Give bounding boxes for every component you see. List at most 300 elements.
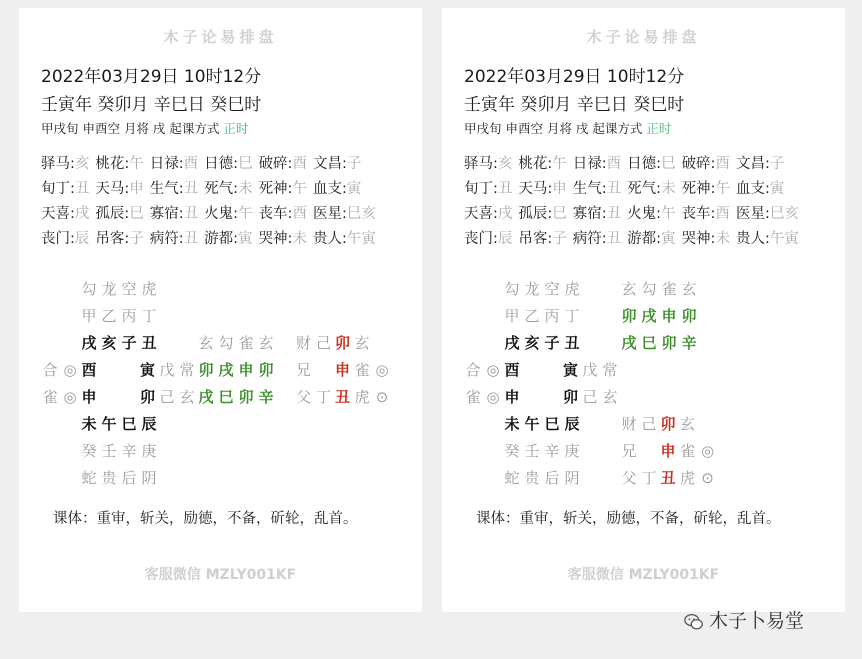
shensha-value: 巳 [238, 156, 253, 172]
chart-cell [502, 305, 582, 326]
chart-char: 兄 [295, 361, 311, 379]
chart-char: 戊 [159, 361, 175, 379]
shensha-row [464, 152, 790, 173]
chart-char: 子 [121, 334, 137, 352]
chart-char: 虎 [354, 388, 370, 406]
shensha-item [41, 152, 89, 173]
chart-char: 卯 [334, 334, 350, 352]
chart-char: 申 [238, 361, 254, 379]
shensha-item [259, 177, 307, 198]
shensha-item [204, 177, 252, 198]
shensha-item [573, 152, 621, 173]
method-mode: 正时 [646, 121, 672, 136]
chart-char: 后 [544, 469, 560, 487]
chart-char: 雀 [354, 361, 370, 379]
chart-cell [678, 413, 698, 434]
chart-char: ◎ [375, 361, 389, 379]
shensha-item [313, 177, 361, 198]
shensha-row [41, 152, 367, 173]
chart-cell [352, 332, 372, 353]
shensha-item [313, 227, 376, 248]
chart-char: 壬 [101, 442, 117, 460]
chart-cell [502, 413, 582, 434]
chart-cell [138, 359, 158, 380]
shensha-value: 午 [661, 206, 676, 222]
chart-char: 空 [121, 280, 137, 298]
chart-char: 戊 [582, 361, 598, 379]
shensha-item [518, 227, 566, 248]
chart-cell [333, 386, 353, 407]
chart-cell [619, 305, 699, 326]
shensha-key: 天喜: [464, 206, 498, 222]
shensha-key: 病符: [149, 231, 184, 247]
shensha-item [41, 202, 89, 223]
shensha-value: 午 [129, 156, 144, 172]
chart-char: 父 [621, 469, 637, 487]
shensha-key: 旬丁: [464, 181, 498, 197]
shensha-key: 日禄: [149, 156, 184, 172]
shensha-item [259, 227, 307, 248]
shensha-item [573, 202, 621, 223]
chart-cell [619, 413, 659, 434]
shensha-key: 血支: [312, 181, 347, 197]
chart-char: 午 [524, 415, 540, 433]
chart-cell [79, 305, 159, 326]
shensha-row [464, 227, 805, 248]
chart-cell [157, 359, 197, 380]
chart-cell [352, 386, 392, 407]
shensha-value: 未 [715, 231, 730, 247]
shensha-key: 死神: [258, 181, 293, 197]
chart-cell [294, 386, 334, 407]
shensha-row [464, 202, 805, 223]
service-contact: 客服微信 MZLY001KF [144, 567, 297, 583]
chart-char: 雀 [661, 280, 677, 298]
shensha-value: 亥 [74, 156, 90, 172]
shensha-key: 医星: [312, 206, 347, 222]
ganzhi-line: 壬寅年 癸卯月 辛巳日 癸巳时 [464, 95, 685, 115]
chart-char: 癸 [504, 442, 520, 460]
shensha-value: 丑 [74, 181, 90, 197]
shensha-value: 丑 [606, 181, 622, 197]
shensha-key: 死神: [681, 181, 716, 197]
chart-char: 龙 [524, 280, 540, 298]
shensha-row [41, 177, 367, 198]
shensha-item [313, 202, 376, 223]
chart-char: 卯 [660, 415, 676, 433]
shensha-key: 生气: [149, 181, 184, 197]
shensha-value: 寅 [769, 181, 785, 197]
shensha-key: 文昌: [735, 156, 770, 172]
shensha-value: 辰 [497, 231, 513, 247]
shensha-value: 丑 [606, 206, 622, 222]
shensha-key: 生气: [572, 181, 607, 197]
shensha-key: 天喜: [41, 206, 75, 222]
chart-char: 虎 [564, 280, 580, 298]
chart-cell [502, 359, 522, 380]
chart-char: 雀 [238, 334, 254, 352]
chart-char: 勾 [81, 280, 97, 298]
chart-char: 常 [602, 361, 618, 379]
chart-char: 申 [661, 307, 677, 325]
chart-char: 戌 [81, 334, 97, 352]
shensha-key: 桃花: [95, 156, 130, 172]
chart-cell [463, 359, 503, 380]
shensha-item [464, 227, 512, 248]
shensha-value: 未 [661, 181, 676, 197]
watermark [683, 606, 804, 633]
shensha-item [518, 202, 566, 223]
chart-char: 雀 [42, 388, 58, 406]
shensha-value: 午 [292, 181, 307, 197]
shensha-key: 死气: [627, 181, 662, 197]
shensha-value: 酉 [292, 206, 307, 222]
chart-cell [79, 440, 159, 461]
chart-char: 雀 [679, 442, 695, 460]
shensha-item [95, 152, 143, 173]
shensha-item [464, 152, 512, 173]
chart-char: 玄 [258, 334, 274, 352]
chart-char: 玄 [354, 334, 370, 352]
chart-char: 巳 [218, 388, 234, 406]
shensha-key: 孤辰: [518, 206, 553, 222]
shensha-item [736, 202, 799, 223]
shensha-item [627, 152, 675, 173]
chart-char: 申 [81, 388, 97, 406]
chart-char: 卯 [621, 307, 637, 325]
chart-char: 壬 [524, 442, 540, 460]
shensha-key: 病符: [572, 231, 607, 247]
shensha-value: 午 [552, 156, 567, 172]
shensha-key: 丧车: [681, 206, 716, 222]
shensha-row [464, 177, 790, 198]
shensha-key: 游都: [627, 231, 662, 247]
shensha-item [736, 177, 784, 198]
chart-char: 丙 [121, 307, 137, 325]
chart-char: 雀 [465, 388, 481, 406]
chart-char: 戌 [641, 307, 657, 325]
chart-cell [502, 386, 522, 407]
chart-char: 申 [660, 442, 676, 460]
chart-char: 玄 [179, 388, 195, 406]
chart-cell [79, 278, 159, 299]
shensha-item [204, 202, 252, 223]
chart-char: 申 [504, 388, 520, 406]
brand-title: 木子论易排盘 [163, 28, 278, 46]
chart-char: 卯 [661, 334, 677, 352]
chart-char: 卯 [198, 361, 214, 379]
shensha-item [736, 152, 784, 173]
shensha-key: 破碎: [681, 156, 716, 172]
shensha-row [41, 227, 382, 248]
datetime: 2022年03月29日 10时12分 [464, 67, 685, 87]
shensha-key: 文昌: [312, 156, 347, 172]
shensha-item [95, 177, 143, 198]
shensha-value: 未 [292, 231, 307, 247]
chart-char: 乙 [524, 307, 540, 325]
shensha-item [518, 152, 566, 173]
chart-char: 龙 [101, 280, 117, 298]
chart-char: 玄 [679, 415, 695, 433]
chart-char: 酉 [81, 361, 97, 379]
shensha-value: 午 [238, 206, 253, 222]
chart-cell [79, 467, 159, 488]
chart-card-left [19, 8, 422, 612]
chart-cell [352, 359, 392, 380]
chart-char: 戌 [504, 334, 520, 352]
chart-char: 戌 [621, 334, 637, 352]
chart-cell [678, 440, 718, 461]
chart-cell [658, 467, 678, 488]
chart-char: ⊙ [375, 388, 389, 406]
chart-cell [333, 359, 353, 380]
chart-cell [658, 440, 678, 461]
shensha-key: 旬丁: [41, 181, 75, 197]
chart-char: 乙 [101, 307, 117, 325]
shensha-value: 酉 [606, 156, 622, 172]
chart-char: 虎 [141, 280, 157, 298]
chart-char: 申 [334, 361, 350, 379]
shensha-key: 火鬼: [204, 206, 239, 222]
shensha-value: 丑 [183, 231, 199, 247]
shensha-value: 寅 [346, 181, 362, 197]
datetime: 2022年03月29日 10时12分 [41, 67, 262, 87]
chart-char: 丁 [315, 388, 331, 406]
shensha-item [150, 227, 198, 248]
chart-cell [40, 359, 80, 380]
chart-char: 寅 [139, 361, 155, 379]
chart-char: 己 [315, 334, 331, 352]
chart-char: 丁 [641, 469, 657, 487]
chart-char: 玄 [681, 280, 697, 298]
chart-char: 蛇 [504, 469, 520, 487]
chart-cell [79, 413, 159, 434]
shensha-key: 哭神: [681, 231, 716, 247]
chart-cell [138, 386, 158, 407]
chart-char: 辛 [258, 388, 274, 406]
chart-card-right [442, 8, 845, 612]
shensha-value: 子 [129, 231, 144, 247]
chart-char: 阴 [564, 469, 580, 487]
chart-char: 辛 [544, 442, 560, 460]
keti-line: 课体：重审，斩关，励德，不备，斫轮，乱首。 [53, 511, 358, 527]
shensha-value: 午 [715, 181, 730, 197]
chart-char: ◎ [486, 361, 500, 379]
chart-char: 玄 [621, 280, 637, 298]
shensha-value: 子 [552, 231, 567, 247]
chart-cell [561, 359, 581, 380]
shensha-value: 子 [769, 156, 785, 172]
chart-cell [502, 332, 582, 353]
chart-cell [580, 359, 620, 380]
chart-cell [580, 386, 620, 407]
shensha-value: 酉 [715, 206, 730, 222]
shensha-key: 驿马: [41, 156, 75, 172]
chart-char: 丙 [544, 307, 560, 325]
shensha-key: 丧门: [41, 231, 75, 247]
shensha-item [95, 202, 143, 223]
chart-cell [619, 440, 639, 461]
shensha-key: 哭神: [258, 231, 293, 247]
shensha-key: 死气: [204, 181, 239, 197]
keti-line: 课体：重审，斩关，励德，不备，斫轮，乱首。 [476, 511, 781, 527]
shensha-item [95, 227, 143, 248]
shensha-key: 寡宿: [572, 206, 607, 222]
chart-cell [196, 386, 276, 407]
chart-char: 癸 [81, 442, 97, 460]
method-line [41, 119, 248, 137]
chart-char: 丁 [141, 307, 157, 325]
shensha-item [573, 227, 621, 248]
chart-char: 甲 [504, 307, 520, 325]
chart-cell [157, 386, 197, 407]
chart-cell [658, 413, 678, 434]
shensha-item [627, 177, 675, 198]
shensha-row [41, 202, 382, 223]
shensha-item [464, 202, 512, 223]
shensha-key: 桃花: [518, 156, 553, 172]
shensha-value: 辰 [74, 231, 90, 247]
shensha-key: 血支: [735, 181, 770, 197]
chart-cell [678, 467, 718, 488]
chart-cell [40, 386, 80, 407]
shensha-value: 寅 [661, 231, 676, 247]
chart-char: 勾 [504, 280, 520, 298]
chart-char: 财 [621, 415, 637, 433]
chart-char: 己 [582, 388, 598, 406]
chart-char: 卯 [238, 388, 254, 406]
shensha-key: 贵人: [735, 231, 770, 247]
shensha-value: 丑 [183, 181, 199, 197]
chart-cell [79, 332, 159, 353]
shensha-value: 申 [129, 181, 144, 197]
shensha-item [204, 152, 252, 173]
chart-char: ◎ [63, 388, 77, 406]
shensha-value: 巳 [661, 156, 676, 172]
chart-cell [294, 332, 334, 353]
shensha-key: 火鬼: [627, 206, 662, 222]
chart-cell [619, 467, 659, 488]
shensha-item [518, 177, 566, 198]
shensha-value: 酉 [715, 156, 730, 172]
chart-char: 午 [101, 415, 117, 433]
shensha-item [736, 227, 799, 248]
chart-char: 庚 [141, 442, 157, 460]
shensha-value: 巳亥 [346, 206, 376, 222]
shensha-value: 巳 [129, 206, 144, 222]
shensha-value: 巳亥 [769, 206, 799, 222]
chart-char: 己 [159, 388, 175, 406]
chart-char: 玄 [602, 388, 618, 406]
shensha-item [41, 177, 89, 198]
chart-char: 虎 [679, 469, 695, 487]
chart-char: 卯 [139, 388, 155, 406]
shensha-value: 戌 [497, 206, 513, 222]
shensha-item [682, 177, 730, 198]
chart-char: 酉 [504, 361, 520, 379]
shensha-item [313, 152, 361, 173]
shensha-value: 未 [238, 181, 253, 197]
shensha-key: 寡宿: [149, 206, 184, 222]
chart-cell [333, 332, 353, 353]
shensha-key: 游都: [204, 231, 239, 247]
shensha-item [259, 202, 307, 223]
chart-char: 未 [81, 415, 97, 433]
shensha-item [150, 202, 198, 223]
chart-cell [502, 278, 582, 299]
chart-char: 后 [121, 469, 137, 487]
shensha-item [150, 177, 198, 198]
chart-char: 丑 [334, 388, 350, 406]
chart-cell [619, 332, 699, 353]
chart-char: 辛 [681, 334, 697, 352]
shensha-value: 巳 [552, 206, 567, 222]
shensha-item [627, 202, 675, 223]
chart-char: 未 [504, 415, 520, 433]
chart-char: 卯 [681, 307, 697, 325]
shensha-value: 寅 [238, 231, 253, 247]
chart-char: ⊙ [701, 469, 714, 487]
shensha-key: 丧车: [258, 206, 293, 222]
brand-title: 木子论易排盘 [586, 28, 701, 46]
chart-char: 卯 [562, 388, 578, 406]
chart-char: 戌 [198, 388, 214, 406]
shensha-value: 亥 [497, 156, 513, 172]
chart-char: 庚 [564, 442, 580, 460]
shensha-key: 日德: [204, 156, 239, 172]
chart-char: 合 [465, 361, 481, 379]
chart-cell [502, 440, 582, 461]
shensha-value: 丑 [497, 181, 513, 197]
chart-cell [196, 359, 276, 380]
shensha-value: 丑 [606, 231, 622, 247]
shensha-item [682, 152, 730, 173]
chart-char: ◎ [700, 442, 715, 460]
chart-char: 空 [544, 280, 560, 298]
chart-char: 贵 [524, 469, 540, 487]
shensha-item [573, 177, 621, 198]
shensha-item [627, 227, 675, 248]
shensha-value: 酉 [292, 156, 307, 172]
chart-cell [502, 467, 582, 488]
chart-char: 巳 [641, 334, 657, 352]
chart-cell [463, 386, 503, 407]
chart-cell [561, 386, 581, 407]
chart-cell [619, 278, 699, 299]
chart-char: 常 [179, 361, 195, 379]
watermark-text: 木子卜易堂 [709, 610, 805, 632]
chart-char: 勾 [218, 334, 234, 352]
method-mode: 正时 [223, 121, 249, 136]
shensha-value: 戌 [74, 206, 90, 222]
chart-char: 甲 [81, 307, 97, 325]
shensha-key: 日禄: [572, 156, 607, 172]
chart-char: 丑 [660, 469, 676, 487]
shensha-value: 午寅 [769, 231, 799, 247]
chart-char: 巳 [544, 415, 560, 433]
shensha-key: 孤辰: [95, 206, 130, 222]
method-prefix: 甲戌旬 申酉空 月将 戌 起课方式 [464, 121, 647, 136]
shensha-key: 医星: [735, 206, 770, 222]
chart-char: ◎ [63, 361, 77, 379]
chart-char: 丁 [564, 307, 580, 325]
shensha-key: 吊客: [95, 231, 130, 247]
chart-char: 蛇 [81, 469, 97, 487]
chart-cell [196, 332, 276, 353]
chart-char: 辰 [141, 415, 157, 433]
chart-cell [79, 359, 99, 380]
chart-char: 兄 [621, 442, 637, 460]
